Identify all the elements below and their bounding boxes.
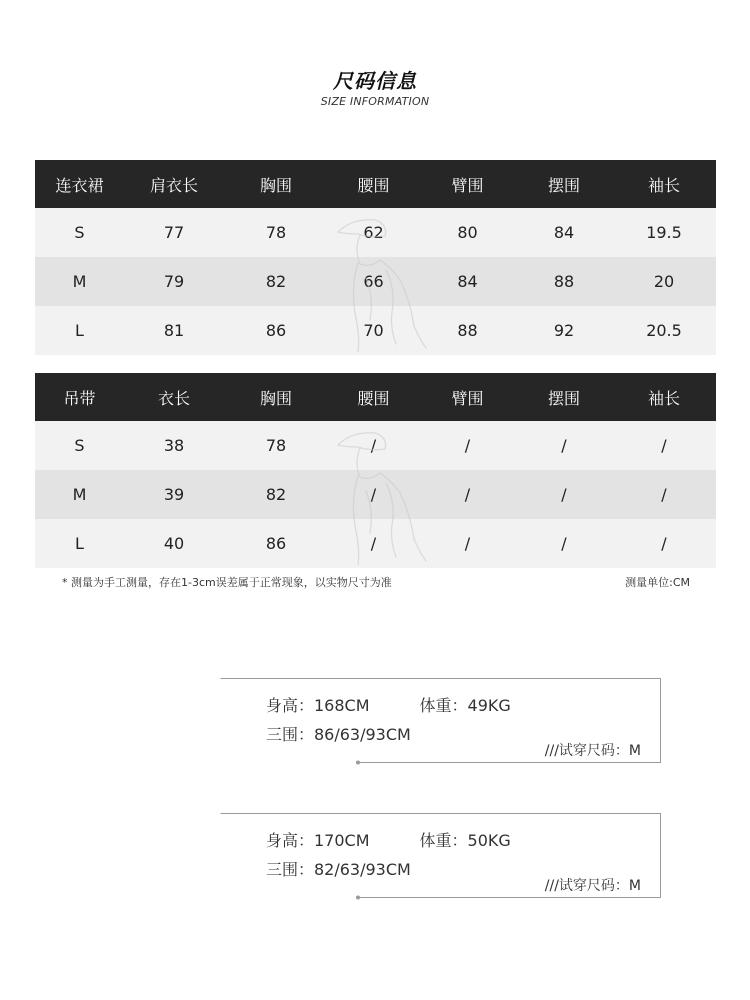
table-cell: 78: [224, 421, 328, 470]
table-cell: 62: [328, 208, 419, 257]
table-cell: 86: [224, 306, 328, 355]
camisole-size-table: [35, 373, 716, 568]
model-measurements: 三围：82/63/93CM: [266, 860, 411, 879]
table-cell: /: [516, 519, 612, 568]
table-cell: 20: [612, 257, 716, 306]
table-cell: 66: [328, 257, 419, 306]
table-cell: /: [516, 421, 612, 470]
table-row: [35, 257, 716, 306]
table-header-row: [35, 373, 716, 421]
table-header-row: [35, 160, 716, 208]
table-cell: 82: [224, 470, 328, 519]
header-cell: 衣长: [124, 373, 224, 421]
table-cell: 88: [419, 306, 516, 355]
header-cell: 摆围: [516, 373, 612, 421]
model-weight: 体重：49KG: [419, 696, 511, 715]
table-cell: 20.5: [612, 306, 716, 355]
model-height: 身高：170CM: [266, 831, 370, 850]
table-cell: 77: [124, 208, 224, 257]
page-subtitle: SIZE INFORMATION: [320, 95, 430, 108]
model-measurements: 三围：86/63/93CM: [266, 725, 411, 744]
dress-size-table: [35, 160, 716, 355]
table-cell: /: [419, 421, 516, 470]
header-cell: 臂围: [419, 373, 516, 421]
table-cell: /: [516, 470, 612, 519]
table-cell: 19.5: [612, 208, 716, 257]
size-cell: S: [35, 421, 124, 470]
model-height-weight: [266, 828, 511, 851]
header-cell: 臂围: [419, 160, 516, 208]
model-height: 身高：168CM: [266, 696, 370, 715]
measurement-note: * 测量为手工测量，存在1-3cm误差属于正常现象，以实物尺寸为准: [62, 576, 392, 589]
model-tryon-size: ///试穿尺码：M: [544, 743, 641, 759]
table-cell: /: [612, 421, 716, 470]
table-cell: 39: [124, 470, 224, 519]
table-row: [35, 470, 716, 519]
table-cell: /: [419, 470, 516, 519]
header-cell: 肩衣长: [124, 160, 224, 208]
table-cell: 40: [124, 519, 224, 568]
size-cell: M: [35, 257, 124, 306]
table-cell: 84: [516, 208, 612, 257]
table-cell: 86: [224, 519, 328, 568]
model-weight: 体重：50KG: [419, 831, 511, 850]
header-cell: 袖长: [612, 160, 716, 208]
table-cell: 88: [516, 257, 612, 306]
table-cell: 80: [419, 208, 516, 257]
table-cell: /: [612, 519, 716, 568]
header-cell: 袖长: [612, 373, 716, 421]
size-cell: L: [35, 519, 124, 568]
header-cell: 吊带: [35, 373, 124, 421]
table-cell: 92: [516, 306, 612, 355]
header-cell: 胸围: [224, 160, 328, 208]
header-cell: 胸围: [224, 373, 328, 421]
header-cell: 腰围: [328, 160, 419, 208]
model-tryon-size: ///试穿尺码：M: [544, 878, 641, 894]
table-cell: /: [328, 519, 419, 568]
table-cell: 79: [124, 257, 224, 306]
model-info-card: [220, 813, 661, 897]
table-cell: 38: [124, 421, 224, 470]
table-cell: 82: [224, 257, 328, 306]
size-cell: M: [35, 470, 124, 519]
title-block: [0, 68, 750, 110]
model-info-card: [220, 678, 661, 762]
table-cell: 78: [224, 208, 328, 257]
header-cell: 摆围: [516, 160, 612, 208]
table-cell: 81: [124, 306, 224, 355]
table-cell: /: [419, 519, 516, 568]
header-cell: 连衣裙: [35, 160, 124, 208]
header-cell: 腰围: [328, 373, 419, 421]
table-cell: 84: [419, 257, 516, 306]
table-row: [35, 421, 716, 470]
table-row: [35, 519, 716, 568]
table-cell: /: [328, 470, 419, 519]
unit-note: 测量单位:CM: [625, 576, 690, 589]
table-row: [35, 306, 716, 355]
table-row: [35, 208, 716, 257]
page-title: 尺码信息: [333, 69, 417, 93]
table-cell: 70: [328, 306, 419, 355]
size-cell: S: [35, 208, 124, 257]
table-cell: /: [328, 421, 419, 470]
table-cell: /: [612, 470, 716, 519]
model-height-weight: [266, 693, 511, 716]
size-cell: L: [35, 306, 124, 355]
